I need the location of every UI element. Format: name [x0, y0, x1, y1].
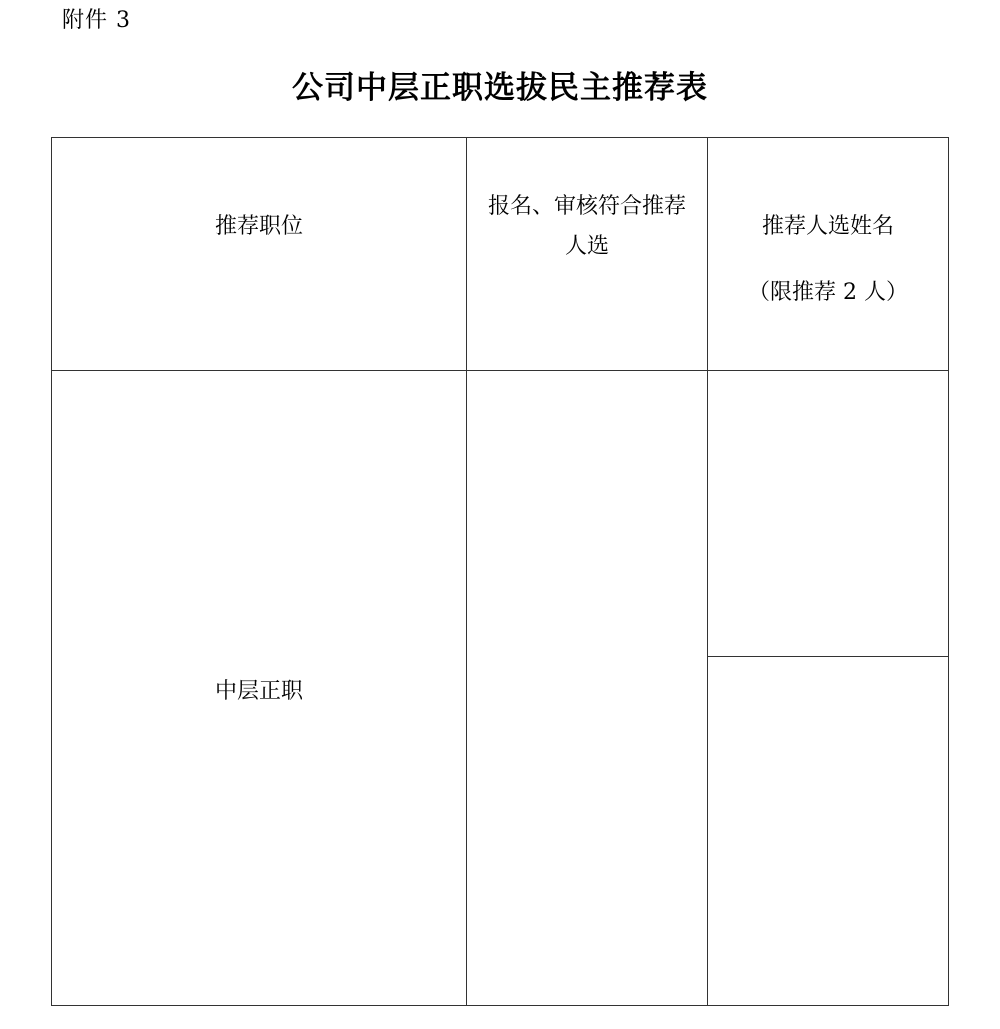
recommended-name-cell-1[interactable]: [708, 371, 948, 656]
candidates-cell[interactable]: [467, 371, 707, 1005]
position-value: 中层正职: [214, 679, 303, 704]
attachment-label: 附件 3: [62, 8, 131, 33]
header-position: 推荐职位: [214, 214, 303, 239]
recommendation-table: [51, 137, 949, 1006]
header-recommended-name: 推荐人选姓名: [761, 214, 894, 239]
header-candidates-line2: 人选: [564, 234, 609, 259]
header-recommended-limit: （限推荐 2 人）: [748, 280, 908, 305]
page-title: 公司中层正职选拔民主推荐表: [292, 70, 708, 106]
recommended-name-cell-2[interactable]: [708, 657, 948, 1005]
header-candidates-line1: 报名、审核符合推荐: [487, 194, 686, 219]
